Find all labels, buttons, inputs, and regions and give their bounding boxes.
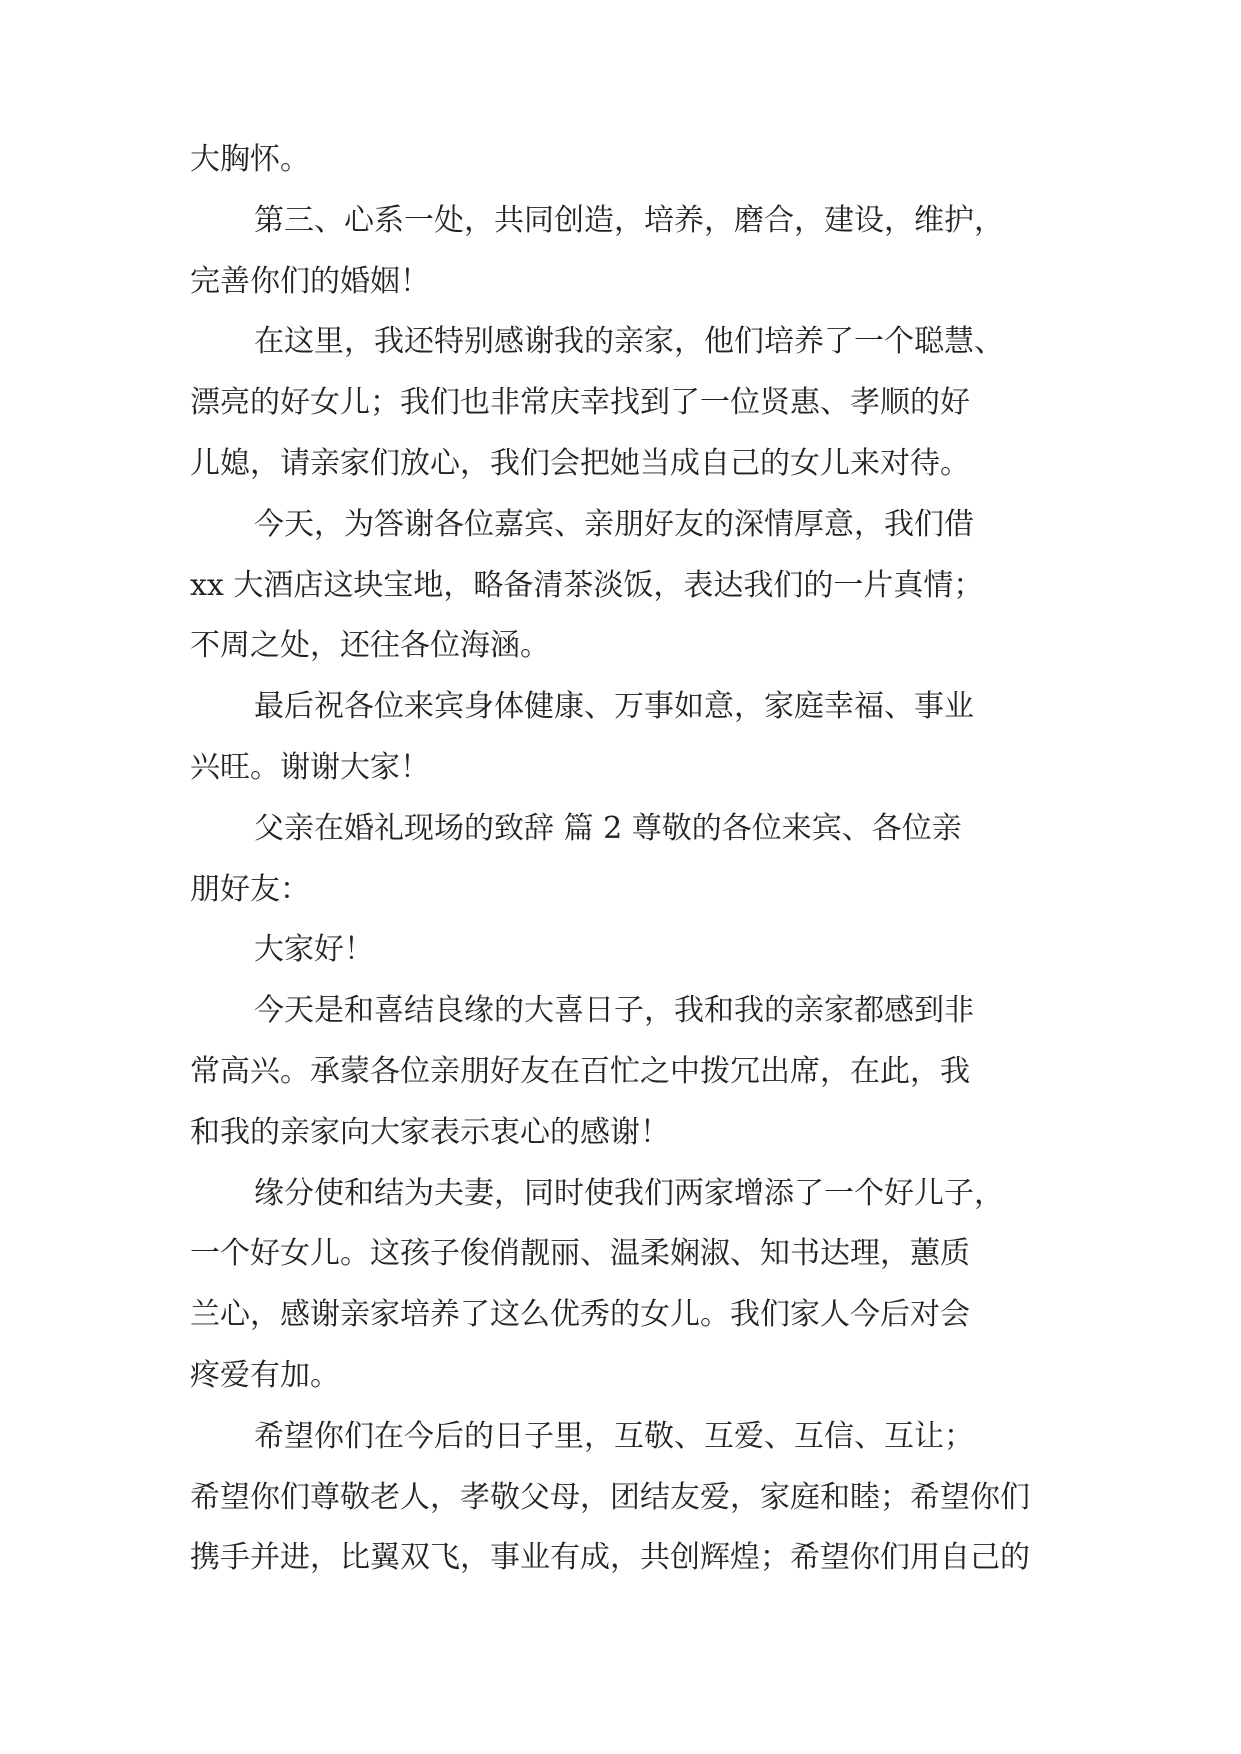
text-line: 完善你们的婚姻！ bbox=[190, 263, 430, 299]
text-line: 儿媳，请亲家们放心，我们会把她当成自己的女儿来对待。 bbox=[190, 445, 970, 481]
document-page bbox=[190, 130, 1050, 1589]
text-line: 兴旺。谢谢大家！ bbox=[190, 749, 430, 785]
text-line: 常高兴。承蒙各位亲朋好友在百忙之中拨冗出席，在此，我 bbox=[190, 1053, 970, 1089]
text-line: 漂亮的好女儿；我们也非常庆幸找到了一位贤惠、孝顺的好 bbox=[190, 385, 970, 421]
section-heading-line: 父亲在婚礼现场的致辞 篇 2 尊敬的各位来宾、各位亲 bbox=[254, 810, 962, 846]
text-line: 在这里，我还特别感谢我的亲家，他们培养了一个聪慧、 bbox=[254, 324, 1004, 360]
text-line: 和我的亲家向大家表示衷心的感谢！ bbox=[190, 1114, 670, 1150]
text-line: 一个好女儿。这孩子俊俏靓丽、温柔娴淑、知书达理，蕙质 bbox=[190, 1236, 970, 1272]
greeting-line: 大家好！ bbox=[254, 932, 374, 968]
text-line: 携手并进，比翼双飞，事业有成，共创辉煌；希望你们用自己的 bbox=[190, 1540, 1030, 1576]
text-line: 最后祝各位来宾身体健康、万事如意，家庭幸福、事业 bbox=[254, 689, 974, 725]
text-line: 不周之处，还往各位海涵。 bbox=[190, 628, 550, 664]
text-line: 兰心，感谢亲家培养了这么优秀的女儿。我们家人今后对会 bbox=[190, 1297, 970, 1333]
text-line: 今天是和喜结良缘的大喜日子，我和我的亲家都感到非 bbox=[254, 993, 974, 1029]
text-line: 第三、心系一处，共同创造，培养，磨合，建设，维护， bbox=[254, 202, 1004, 238]
text-line: 疼爱有加。 bbox=[190, 1357, 340, 1393]
text-line: 希望你们在今后的日子里，互敬、互爱、互信、互让； bbox=[254, 1418, 974, 1454]
text-line: 大胸怀。 bbox=[190, 142, 310, 177]
text-line: 朋好友： bbox=[190, 871, 310, 907]
text-line: xx 大酒店这块宝地，略备清茶淡饭，表达我们的一片真情； bbox=[190, 567, 984, 603]
text-line: 希望你们尊敬老人，孝敬父母，团结友爱，家庭和睦；希望你们 bbox=[190, 1479, 1030, 1515]
text-line: 今天，为答谢各位嘉宾、亲朋好友的深情厚意，我们借 bbox=[254, 506, 974, 542]
text-line: 缘分使和结为夫妻，同时使我们两家增添了一个好儿子， bbox=[254, 1175, 1004, 1211]
